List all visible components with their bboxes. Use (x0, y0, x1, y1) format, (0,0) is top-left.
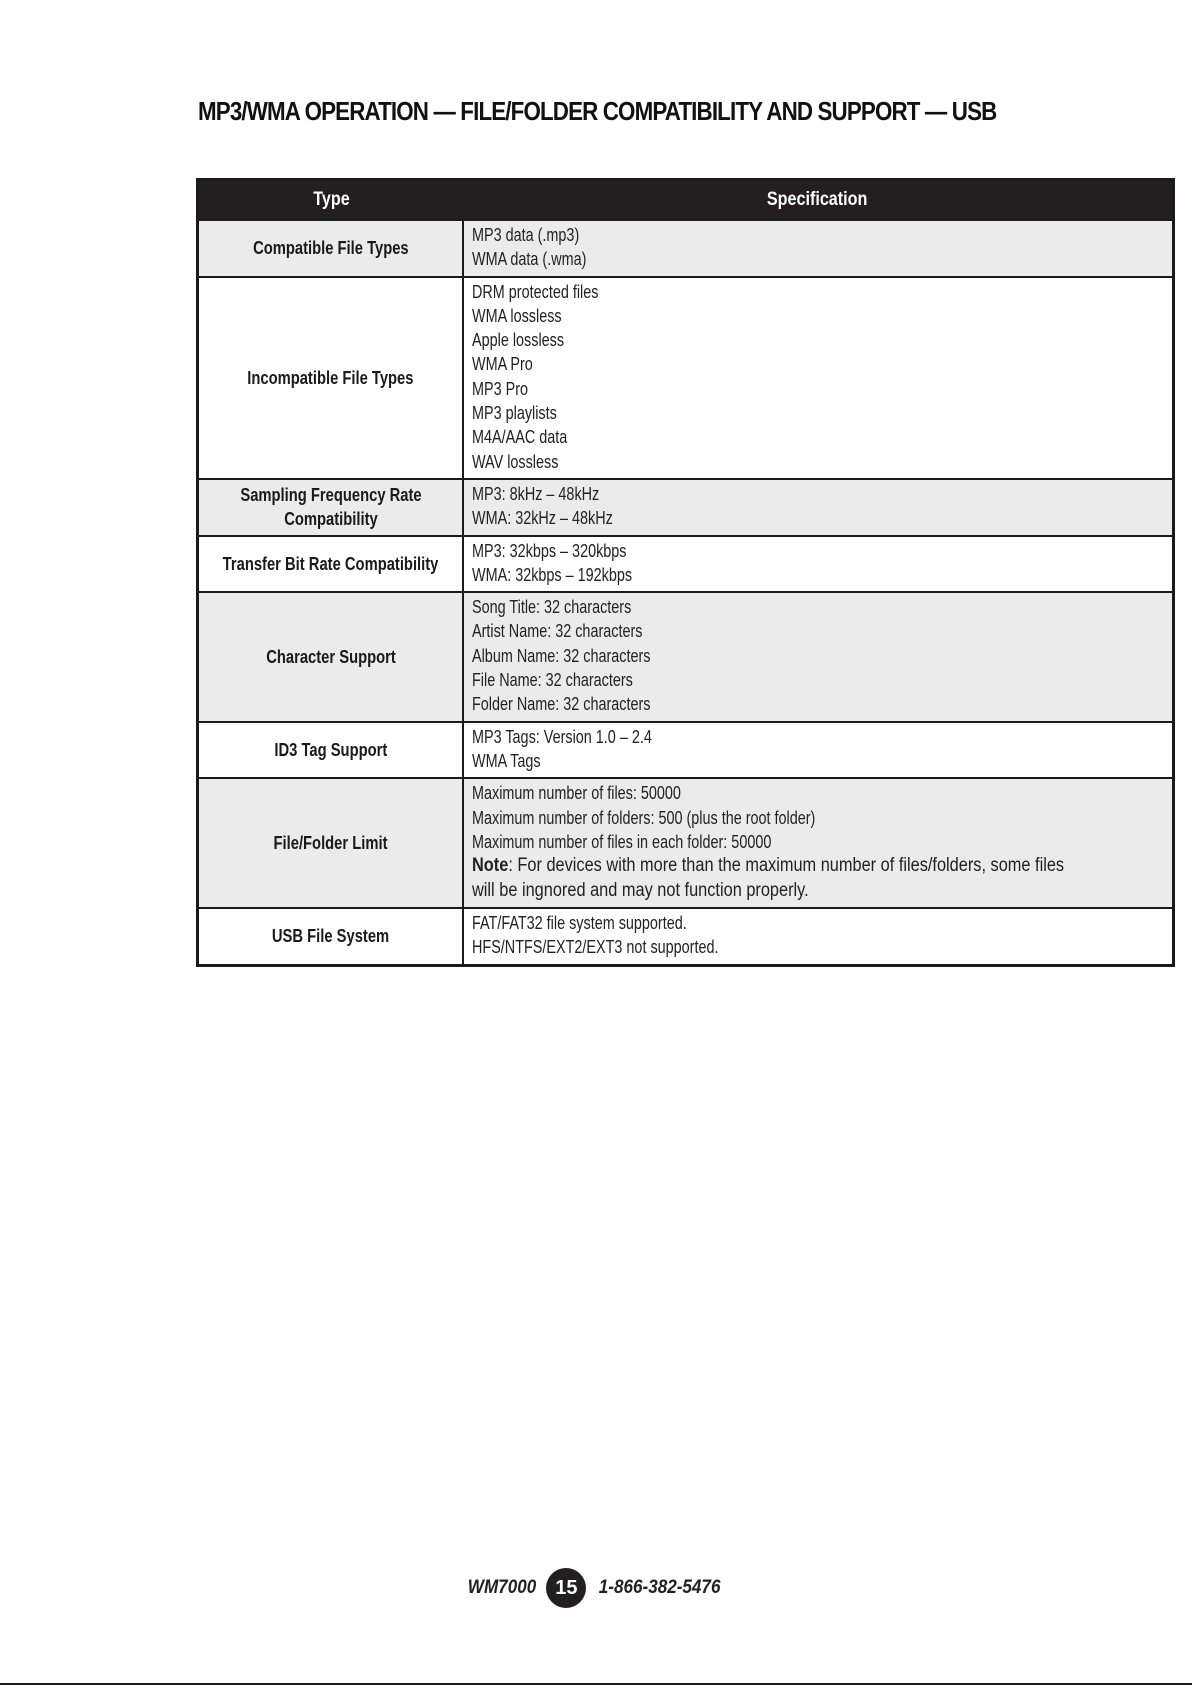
table-row-usb-file-system (198, 908, 1174, 965)
page-number-badge: 15 (546, 1568, 586, 1608)
type-cell: Transfer Bit Rate Compatibility (198, 536, 464, 593)
spec-line: HFS/NTFS/EXT2/EXT3 not supported. (472, 937, 719, 958)
note-label: Note (472, 855, 509, 877)
table-row-compatible-file-types (198, 220, 1174, 277)
type-cell: Character Support (198, 592, 464, 721)
table-row-id3-tag-support (198, 722, 1174, 779)
spec-cell (463, 908, 1174, 965)
spec-cell (463, 778, 1174, 908)
spec-line: WMA: 32kbps – 192kbps (472, 564, 633, 585)
spec-cell (463, 479, 1174, 536)
spec-line: WMA: 32kHz – 48kHz (472, 508, 613, 529)
note-text (472, 854, 1074, 903)
spec-line: WMA Tags (472, 750, 541, 771)
page-title: MP3/WMA OPERATION — FILE/FOLDER COMPATIBILITY AND SUPPORT — USB (198, 96, 997, 126)
spec-cell (463, 277, 1174, 479)
spec-line: WMA data (.wma) (472, 249, 587, 270)
spec-line: Maximum number of files in each folder: 50000 (472, 831, 772, 852)
spec-line: Album Name: 32 characters (472, 645, 651, 666)
header-type: Type (198, 180, 464, 221)
header-specification: Specification (463, 180, 1174, 221)
spec-line: MP3 Tags: Version 1.0 – 2.4 (472, 726, 652, 747)
table-header-row (198, 180, 1174, 221)
type-cell: Compatible File Types (198, 220, 464, 277)
table-row-file-folder-limit (198, 778, 1174, 908)
type-cell: Sampling Frequency Rate Compatibility (198, 479, 464, 536)
spec-table (196, 178, 1175, 967)
spec-line: WAV lossless (472, 451, 559, 472)
spec-line: DRM protected files (472, 281, 599, 302)
footer-model: WM7000 (468, 1577, 537, 1598)
spec-line: MP3: 32kbps – 320kbps (472, 540, 627, 561)
spec-cell (463, 592, 1174, 721)
spec-line: Maximum number of files: 50000 (472, 783, 681, 804)
spec-line: Song Title: 32 characters (472, 597, 632, 618)
footer-phone: 1-866-382-5476 (599, 1577, 721, 1598)
spec-line: FAT/FAT32 file system supported. (472, 913, 687, 934)
spec-line: Folder Name: 32 characters (472, 694, 651, 715)
page-footer (0, 1566, 1192, 1610)
spec-line: M4A/AAC data (472, 427, 568, 448)
spec-line: WMA lossless (472, 305, 562, 326)
spec-line: MP3: 8kHz – 48kHz (472, 483, 600, 504)
spec-line: Maximum number of folders: 500 (plus the root folder) (472, 807, 816, 828)
spec-line: Artist Name: 32 characters (472, 621, 643, 642)
spec-cell (463, 536, 1174, 593)
type-cell: USB File System (198, 908, 464, 965)
type-cell: Incompatible File Types (198, 277, 464, 479)
spec-line: MP3 Pro (472, 378, 529, 399)
type-cell: File/Folder Limit (198, 778, 464, 908)
table-row-incompatible-file-types (198, 277, 1174, 479)
table-row-character-support (198, 592, 1174, 721)
spec-cell (463, 220, 1174, 277)
table-row-transfer-bit-rate (198, 536, 1174, 593)
spec-line: MP3 data (.mp3) (472, 225, 580, 245)
spec-line: Apple lossless (472, 330, 565, 351)
table-row-sampling-frequency (198, 479, 1174, 536)
note-body: : For devices with more than the maximum number of files/folders, some files will be ingnored and may not function properly. (472, 855, 1065, 901)
spec-line: WMA Pro (472, 354, 533, 375)
spec-line: File Name: 32 characters (472, 670, 633, 691)
spec-cell (463, 722, 1174, 779)
type-cell: ID3 Tag Support (198, 722, 464, 779)
spec-line: MP3 playlists (472, 403, 557, 424)
